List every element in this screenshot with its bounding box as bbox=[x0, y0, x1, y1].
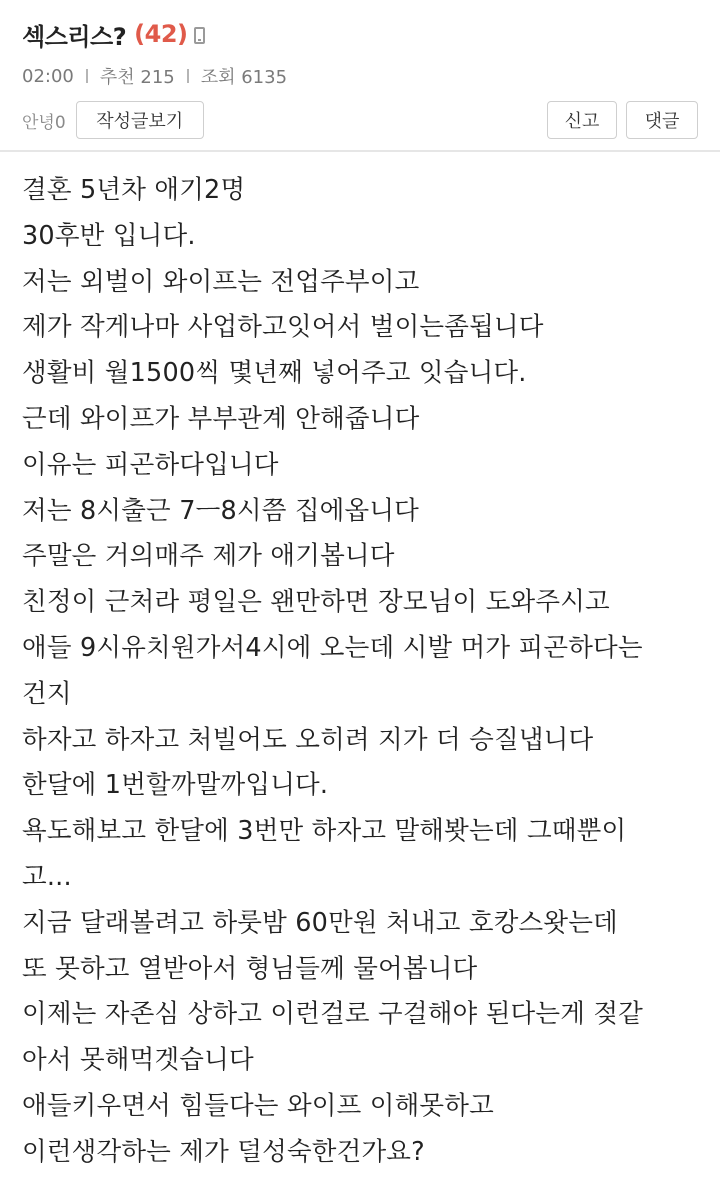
author-row bbox=[22, 101, 204, 139]
meta-divider bbox=[187, 69, 189, 83]
body-line: 고... bbox=[22, 861, 72, 892]
body-line: 애들키우면서 힘들다는 와이프 이해못하고 bbox=[22, 1090, 494, 1121]
author-name[interactable]: 안녕0 bbox=[22, 112, 66, 133]
comment-count[interactable]: (42) bbox=[134, 20, 188, 48]
action-buttons bbox=[547, 101, 698, 139]
body-line: 생활비 월1500씩 몇년째 넣어주고 잇습니다. bbox=[22, 358, 527, 389]
body-line: 하자고 하자고 처빌어도 오히려 지가 더 승질냅니다 bbox=[22, 724, 594, 755]
body-line: 이런생각하는 제가 덜성숙한건가요? bbox=[22, 1136, 425, 1167]
view-author-posts-button[interactable]: 작성글보기 bbox=[76, 101, 204, 139]
body-line: 이제는 자존심 상하고 이런걸로 구걸해야 된다는게 젖같 bbox=[22, 999, 643, 1030]
body-line: 또 못하고 열받아서 형님들께 물어봅니다 bbox=[22, 953, 478, 984]
body-line: 저는 8시출근 7ㅡ8시쯤 집에옵니다 bbox=[22, 495, 420, 526]
title-row bbox=[22, 16, 205, 52]
body-line: 건지 bbox=[22, 678, 72, 709]
post-meta bbox=[22, 62, 287, 90]
body-line: 애들 9시유치원가서4시에 오는데 시발 머가 피곤하다는 bbox=[22, 632, 643, 663]
recommend-count: 추천 215 bbox=[99, 67, 175, 88]
comment-button[interactable]: 댓글 bbox=[626, 101, 698, 139]
view-count: 조회 6135 bbox=[200, 67, 288, 88]
body-line: 욕도해보고 한달에 3번만 하자고 말해봣는데 그때뿐이 bbox=[22, 816, 627, 847]
body-line: 30후반 입니다. bbox=[22, 220, 196, 251]
body-line: 한달에 1번할까말까입니다. bbox=[22, 770, 329, 801]
body-line: 이유는 피곤하다입니다 bbox=[22, 449, 279, 480]
body-line: 주말은 거의매주 제가 애기봅니다 bbox=[22, 541, 395, 572]
body-line: 지금 달래볼려고 하룻밤 60만원 처내고 호캉스왓는데 bbox=[22, 907, 618, 938]
meta-divider bbox=[86, 69, 88, 83]
body-line: 결혼 5년차 애기2명 bbox=[22, 175, 246, 205]
body-line: 제가 작게나마 사업하고잇어서 벌이는좀됩니다 bbox=[22, 312, 544, 343]
post-time: 02:00 bbox=[22, 65, 74, 87]
post-header bbox=[0, 0, 720, 152]
body-line: 친정이 근처라 평일은 왠만하면 장모님이 도와주시고 bbox=[22, 587, 610, 618]
report-button[interactable]: 신고 bbox=[547, 101, 617, 139]
post-body bbox=[22, 168, 698, 1176]
post-title: 섹스리스? bbox=[22, 22, 127, 51]
body-line: 저는 외벌이 와이프는 전업주부이고 bbox=[22, 266, 420, 297]
mobile-icon bbox=[194, 27, 205, 44]
body-line: 근데 와이프가 부부관계 안해줍니다 bbox=[22, 403, 420, 434]
body-line: 아서 못해먹겟습니다 bbox=[22, 1045, 254, 1076]
